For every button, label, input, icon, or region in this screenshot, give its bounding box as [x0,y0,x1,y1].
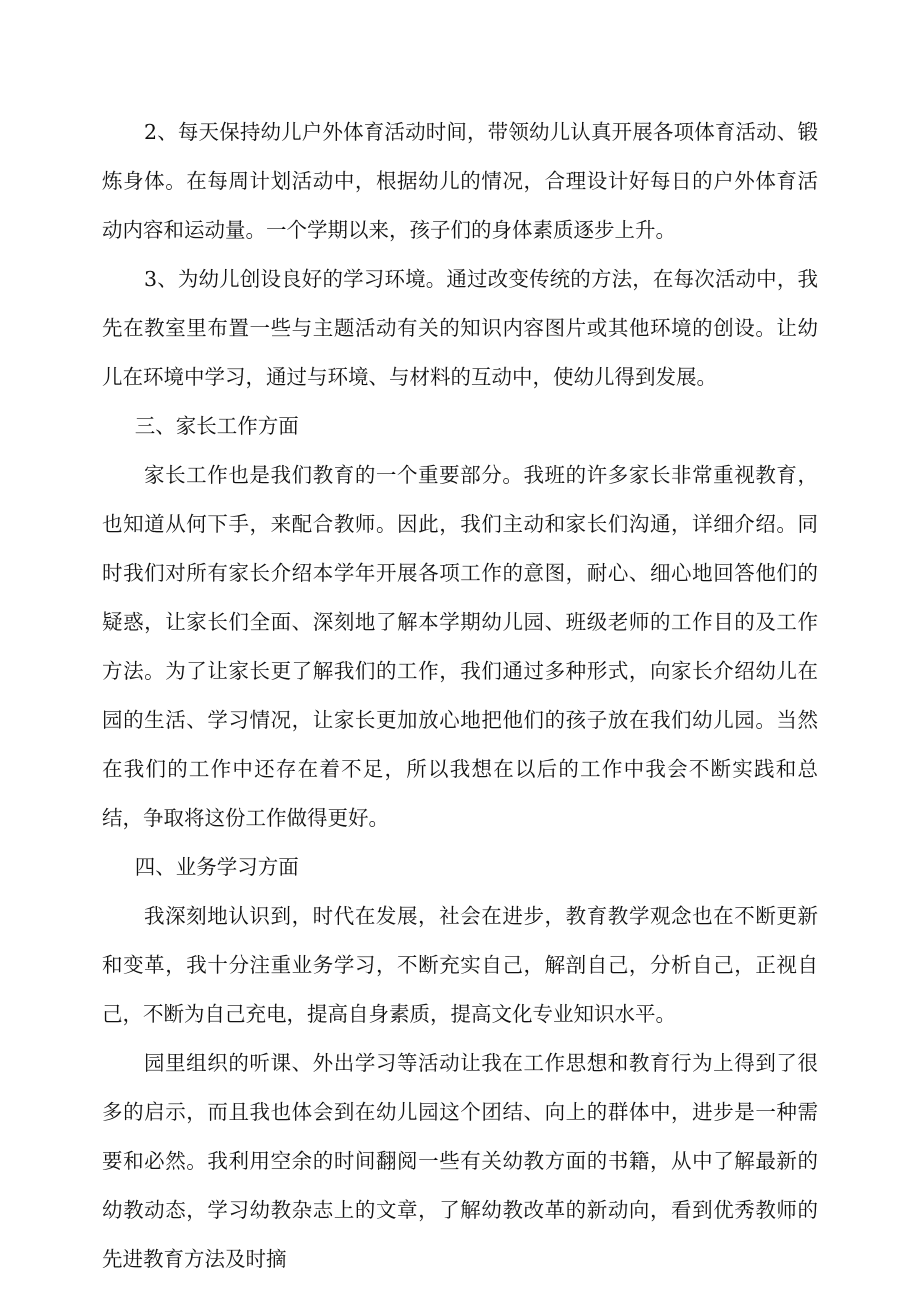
paragraph-professional-study: 我深刻地认识到，时代在发展，社会在进步，教育教学观念也在不断更新和变革，我十分注重业务学习，不断充实自己，解剖自己，分析自己，正视自己，不断为自己充电，提高自身素质，提高文化专业知识水平。 [102,904,818,1026]
document-body [102,108,818,1284]
paragraph-parent-work: 家长工作也是我们教育的一个重要部分。我班的许多家长非常重视教育，也知道从何下手，来配合教师。因此，我们主动和家长们沟通，详细介绍。同时我们对所有家长介绍本学年开展各项工作的意图，耐心、细心地回答他们的疑惑，让家长们全面、深刻地了解本学期幼儿园、班级老师的工作目的及工作方法。为了让家长更了解我们的工作，我们通过多种形式，向家长介绍幼儿在园的生活、学习情况，让家长更加放心地把他们的孩子放在我们幼儿园。当然在我们的工作中还存在着不足，所以我想在以后的工作中我会不断实践和总结，争取将这份工作做得更好。 [102,463,818,830]
section-heading-parent-work: 三、家长工作方面 [134,414,299,438]
section-heading-professional-study: 四、业务学习方面 [134,855,299,879]
paragraph-outdoor-sports: 2、每天保持幼儿户外体育活动时间，带领幼儿认真开展各项体育活动、锻炼身体。在每周计划活动中，根据幼儿的情况，合理设计好每日的户外体育活动内容和运动量。一个学期以来，孩子们的身体素质逐步上升。 [102,120,818,242]
paragraph-learning-environment: 3、为幼儿创设良好的学习环境。通过改变传统的方法，在每次活动中，我先在教室里布置一些与主题活动有关的知识内容图片或其他环境的创设。让幼儿在环境中学习，通过与环境、与材料的互动中，使幼儿得到发展。 [102,267,818,389]
paragraph-training-activities: 园里组织的听课、外出学习等活动让我在工作思想和教育行为上得到了很多的启示，而且我也体会到在幼儿园这个团结、向上的群体中，进步是一种需要和必然。我利用空余的时间翻阅一些有关幼教方面的书籍，从中了解最新的幼教动态，学习幼教杂志上的文章，了解幼教改革的新动向，看到优秀教师的先进教育方法及时摘 [102,1051,818,1271]
